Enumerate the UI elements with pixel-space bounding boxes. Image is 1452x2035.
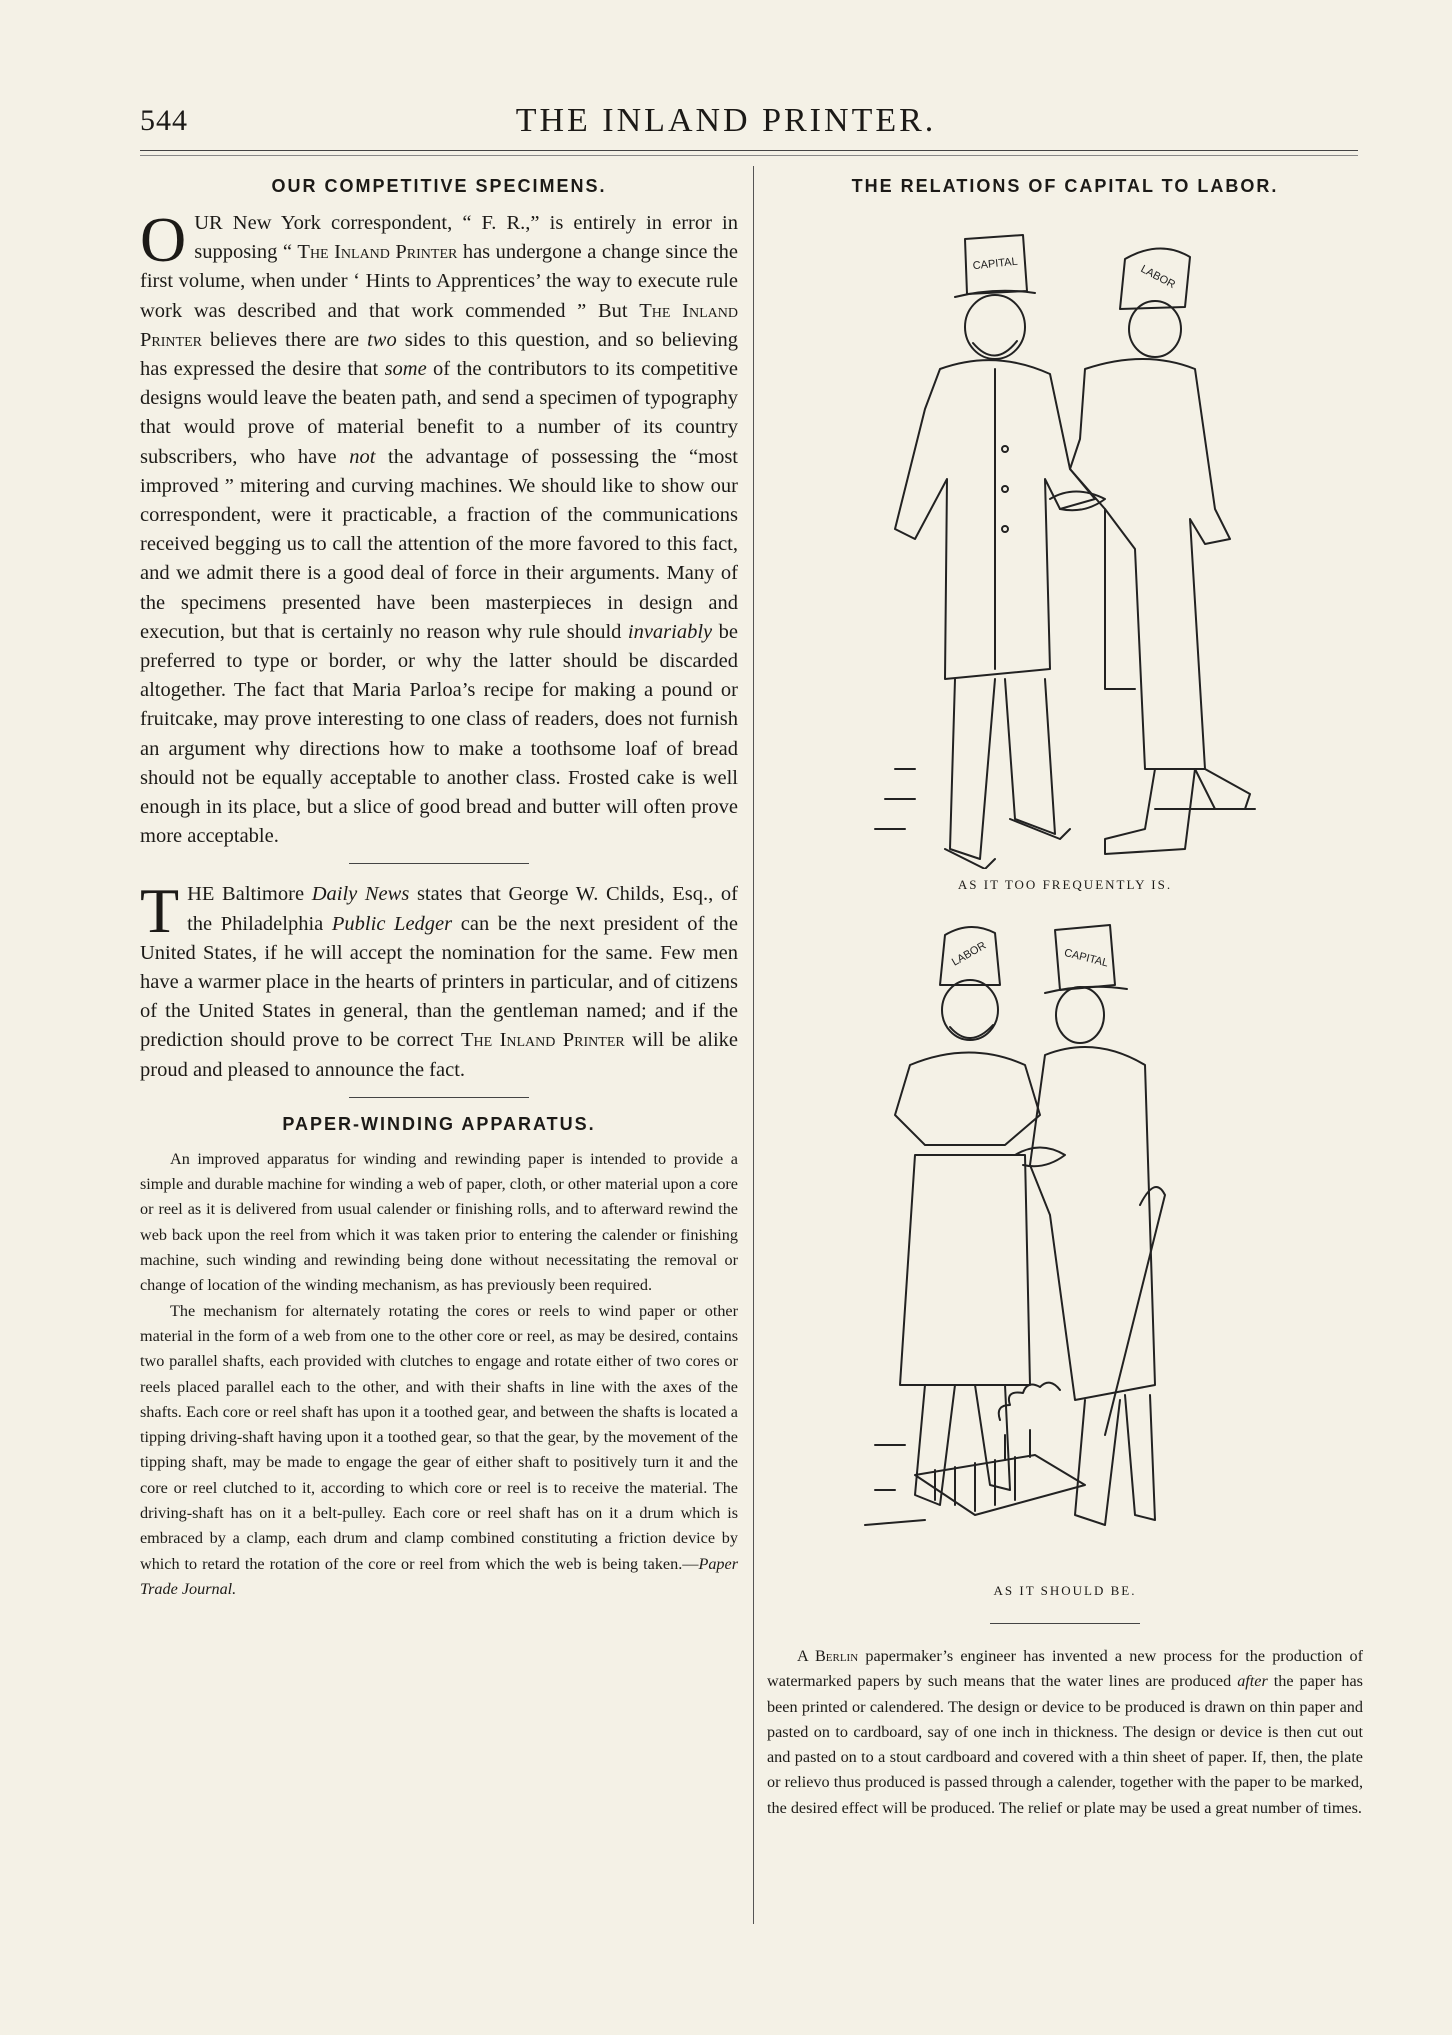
running-head: THE INLAND PRINTER.	[515, 102, 937, 139]
drop-cap-o: O	[140, 204, 187, 275]
source-citation: Paper Trade Journal.	[140, 1554, 738, 1598]
left-column	[140, 170, 738, 1602]
competitive-paragraph: OUR New York correspondent, “ F. R.,” is entirely in error in supposing “ The Inland Printer has undergone a change since the first volume, when under ‘ Hints to Apprentices’ the way to execute rule work was described and that work commended ” But The Inland Printer believes there are two sides to this question, and so believing has expressed the desire that some of the contributors to its competitive designs would leave the beaten path, and send a specimen of typography that would prove of material benefit to a number of its country subscribers, who have not the advantage of possessing the “most improved ” mitering and curving machines. We should like to show our correspondent, were it practicable, a fraction of the communications received begging us to call the attention of the more favored to this fact, and we admit there is a good deal of force in their arguments. Many of the specimens presented have been masterpieces in design and execution, but that is certainly no reason why rule should invariably be preferred to type or border, or why the latter should be discarded altogether. The fact that Maria Parloa’s recipe for making a pound or fruitcake, may prove interesting to one class of readers, does not furnish an argument why directions how to make a toothsome loaf of bread should not be equally acceptable to another class. Frosted cake is well enough in its place, but a slice of good bread and butter will often prove more acceptable.	[140, 204, 739, 848]
paper-winding-paragraph-2: The mechanism for alternately rotating the cores or reels to wind paper or other material in the form of a web from one to the other core or reel, as may be desired, contains two parallel shafts, each provided with clutches to engage and rotate either of two cores or reels placed parallel each to the other, and with their shafts in line with the axes of the shafts. Each core or reel shaft has upon it a toothed gear, and between the shafts is located a tipping driving-shaft having upon it a toothed gear, so that the gear, by the movement of the tipping shaft, may be made to engage the gear of either shaft to positively turn it and the core or reel clutched to it, according to which core or reel is to receive the material. The driving-shaft has on it a belt-pulley. Each core or reel shaft has on it a drum which is embraced by a clamp, each drum and clamp combined constituting a friction device by which to retard the rotation of the core or reel from which the web is being taken.—Paper Trade Journal.	[140, 1301, 738, 1598]
childs-paragraph: THE Baltimore Daily News states that George W. Childs, Esq., of the Philadelphia Public Ledger can be the next president of the United States, if he will accept the nomination for the same. Few men have a warmer place in the hearts of printers in particular, and of citizens of the United States in general, than the gentleman named; and if the prediction should prove to be correct The Inland Printer will be alike proud and pleased to announce the fact.	[140, 875, 739, 1081]
paper-winding-heading: PAPER-WINDING APPARATUS.	[282, 1113, 596, 1134]
capital-labor-heading: THE RELATIONS OF CAPITAL TO LABOR.	[851, 176, 1279, 196]
svg-text:LABOR: LABOR	[1138, 263, 1178, 292]
header-rule	[140, 150, 1358, 151]
page-number: 544	[140, 104, 188, 137]
right-section-rule	[990, 1623, 1140, 1624]
paper-winding-paragraph-1: An improved apparatus for winding and rewinding paper is intended to provide a simple and durable machine for winding a web of paper, cloth, or other material upon a core or reel as it is delivered from usual calender or finishing rolls, and to afterward rewind the web back upon the reel from which it was taken prior to entering the calender or finishing machine, such winding and rewinding being done without necessitating the removal or change of location of the winding mechanism, as has previously been required.	[140, 1149, 738, 1295]
competitive-heading: OUR COMPETITIVE SPECIMENS.	[271, 176, 607, 196]
caption-should-be: AS IT SHOULD BE.	[993, 1583, 1137, 1598]
illustration-should-be	[855, 915, 1275, 1575]
berlin-paragraph: A Berlin papermaker’s engineer has invented a new process for the production of watermarked papers by such means that the water lines are produced after the paper has been printed or calendered. The design or device to be produced is drawn on thin paper and pasted on to cardboard, say of one inch in thickness. The design or device is then cut out and pasted on to a stout cardboard and covered with a thin sheet of paper. If, then, the plate or relievo thus produced is passed through a calender, together with the paper to be marked, the desired effect will be produced. The relief or plate may be used a great number of times.	[767, 1647, 1363, 1817]
column-divider	[753, 166, 754, 1924]
section-rule-2	[349, 1097, 529, 1098]
caption-too-frequently: AS IT TOO FREQUENTLY IS.	[957, 877, 1173, 892]
svg-text:LABOR: LABOR	[949, 939, 989, 969]
drop-cap-t: T	[140, 875, 180, 947]
header-rule-2	[140, 155, 1358, 156]
illustration-too-frequently	[855, 209, 1275, 869]
svg-text:CAPITAL: CAPITAL	[1062, 946, 1110, 970]
svg-text:CAPITAL: CAPITAL	[972, 255, 1019, 273]
right-column	[767, 170, 1363, 1821]
section-rule	[349, 863, 529, 864]
